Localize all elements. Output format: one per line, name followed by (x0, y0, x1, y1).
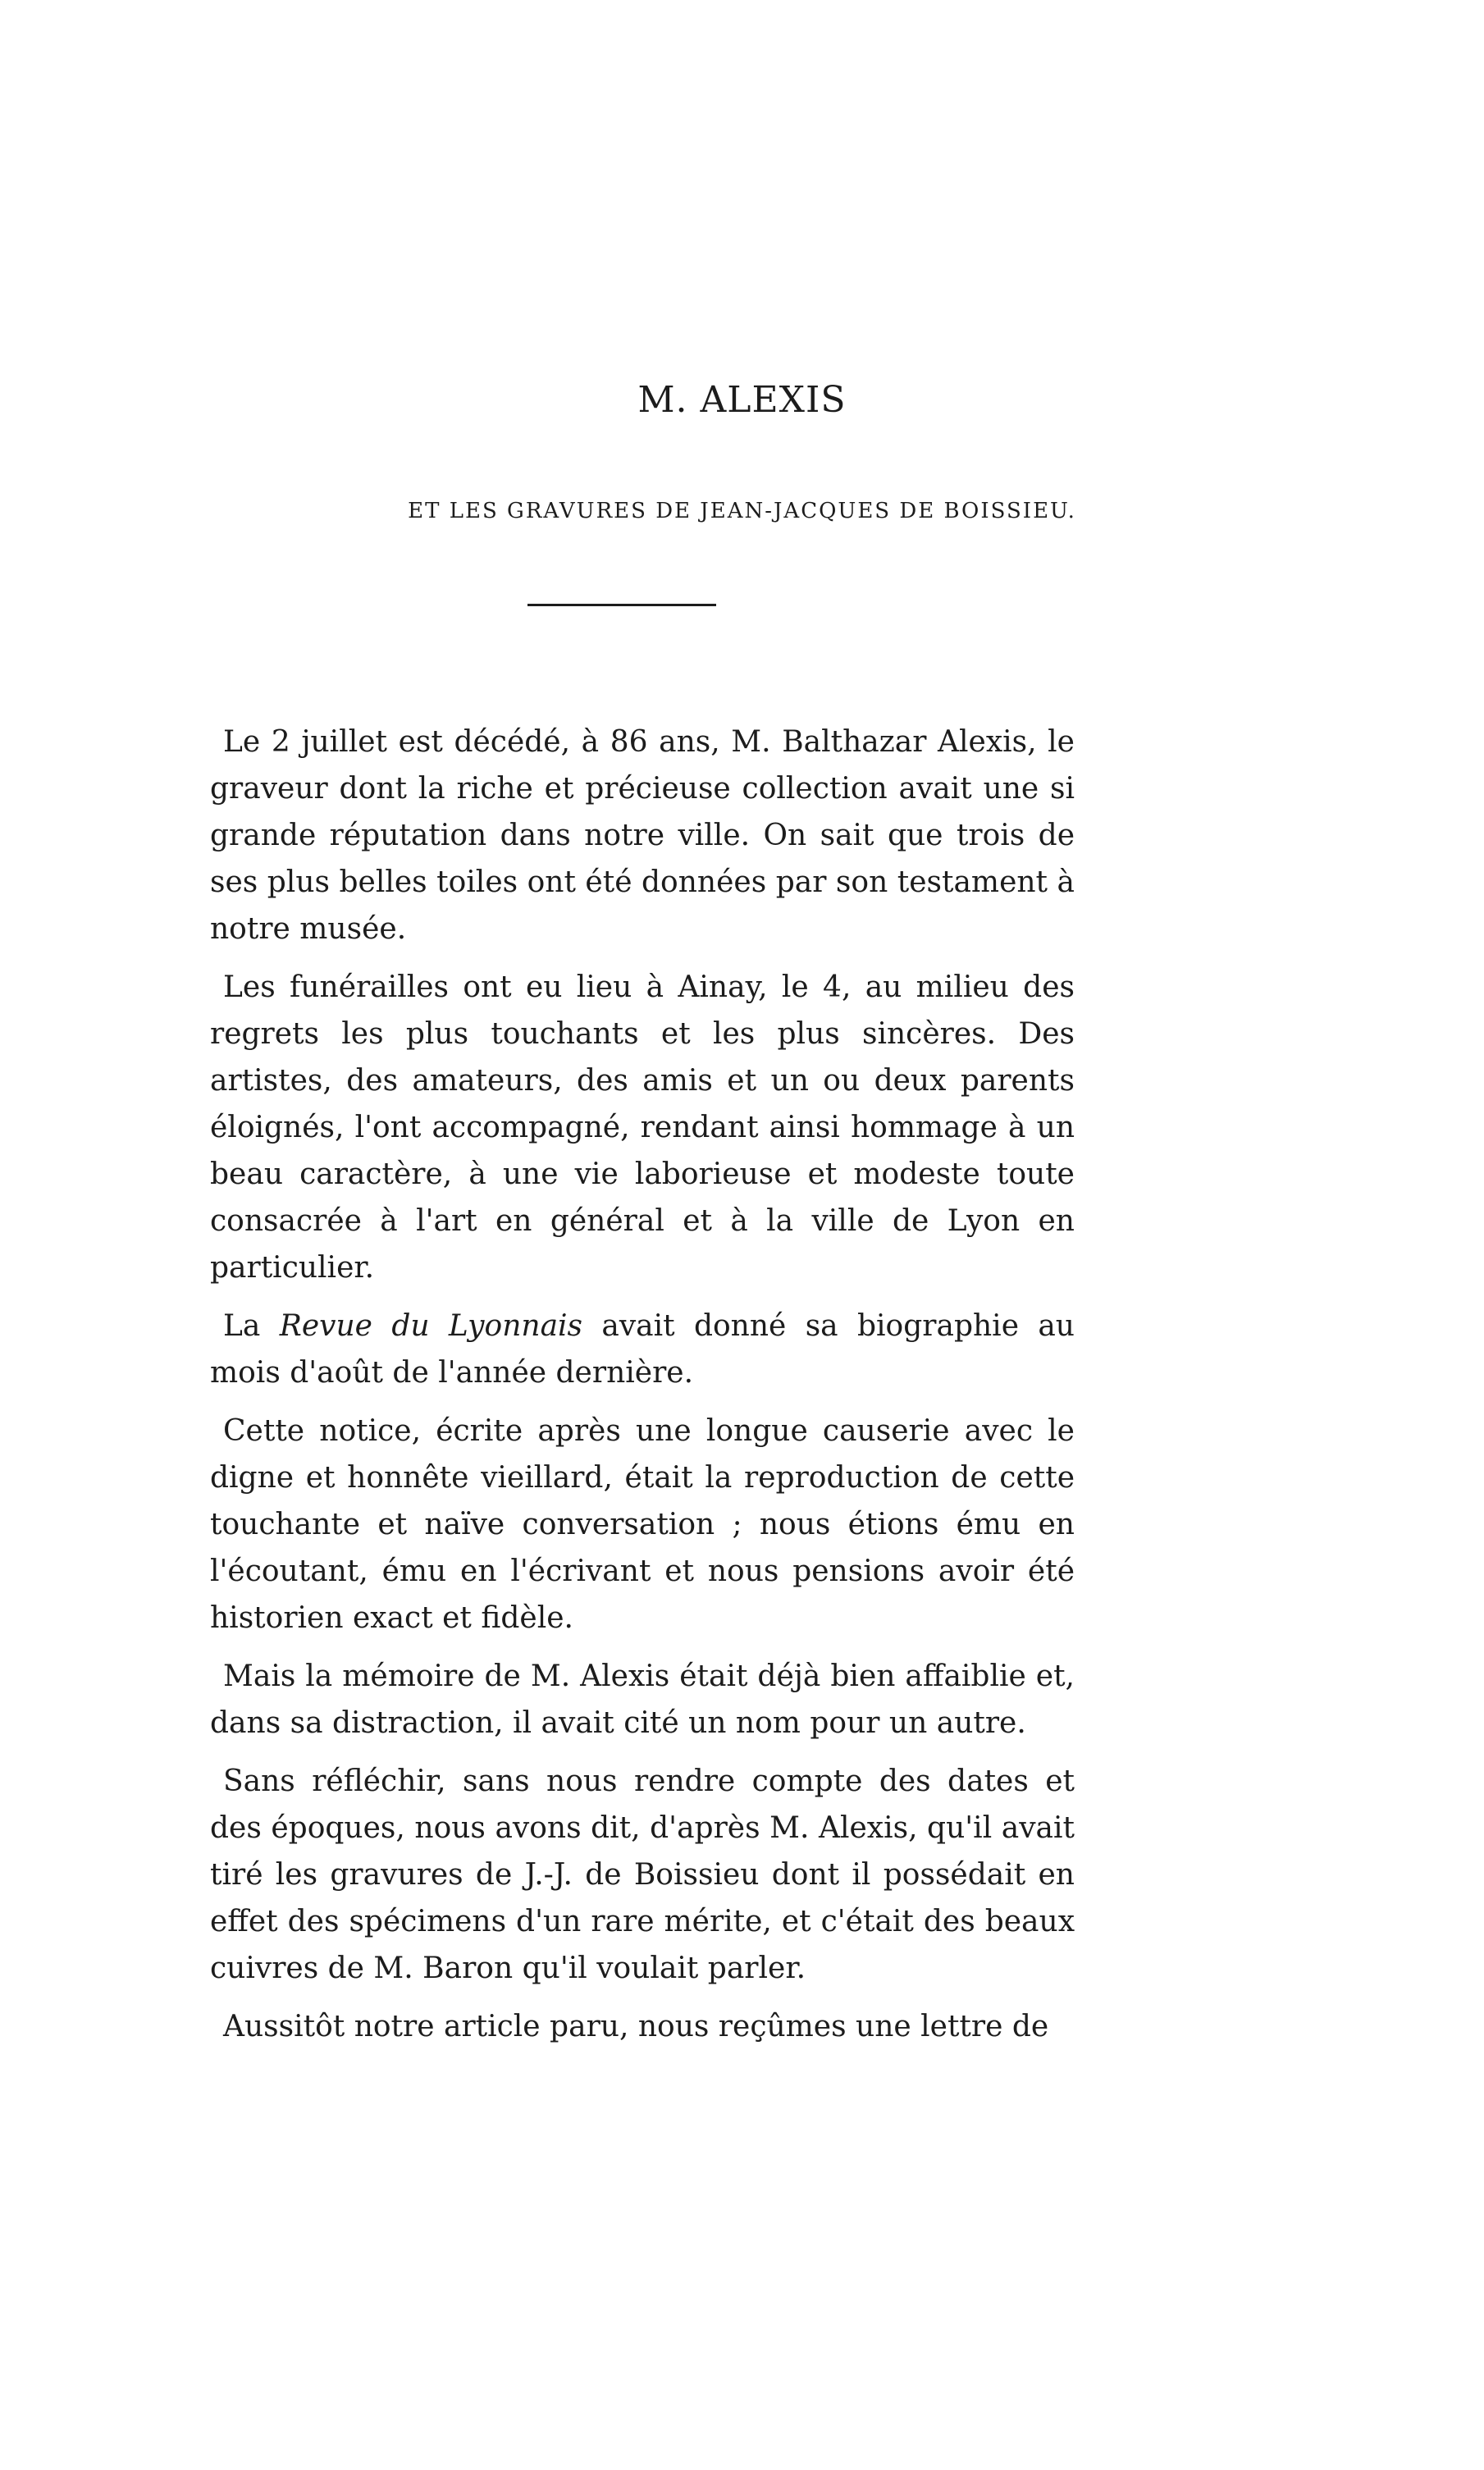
page-title: M. ALEXIS (637, 379, 847, 421)
paragraph-4: Cette notice, écrite après une longue causerie avec le digne et honnête vieillard, était la reproduction de cette touchante et naïve conversation ; nous étions ému en l'écoutant, ému en l'écrivant et nous pensions avoir été historien exact et fidèle. (210, 1414, 1075, 1635)
page-subtitle: ET LES GRAVURES DE JEAN-JACQUES DE BOISSIEU. (408, 499, 1076, 523)
journal-title: Revue du Lyonnais (279, 1309, 583, 1343)
paragraph-3 (210, 1303, 1075, 1396)
paragraph-3-after: avait donné sa biographie au mois d'août de l'année dernière. (210, 1309, 1075, 1390)
title-divider (527, 604, 716, 606)
paragraph-6: Sans réfléchir, sans nous rendre compte des dates et des époques, nous avons dit, d'après M. Alexis, qu'il avait tiré les gravures de J.-J. de Boissieu dont il possédait en effet des spécimens d'un rare mérite, et c'était des beaux cuivres de M. Baron qu'il voulait parler. (210, 1765, 1075, 1985)
paragraph-5: Mais la mémoire de M. Alexis était déjà bien affaiblie et, dans sa distraction, il avait cité un nom pour un autre. (210, 1660, 1075, 1740)
paragraph-7: Aussitôt notre article paru, nous reçûmes une lettre de (223, 2010, 1049, 2043)
paragraph-3-before: La (223, 1309, 280, 1343)
article-body (210, 719, 1075, 2061)
paragraph-2: Les funérailles ont eu lieu à Ainay, le 4, au milieu des regrets les plus touchants et les plus sincères. Des artistes, des amateurs, des amis et un ou deux parents éloignés, l'ont accompagné, rendant ainsi hommage à un beau caractère, à une vie laborieuse et modeste toute consacrée à l'art en général et à la ville de Lyon en particulier. (210, 970, 1075, 1285)
paragraph-1: Le 2 juillet est décédé, à 86 ans, M. Balthazar Alexis, le graveur dont la riche et précieuse collection avait une si grande réputation dans notre ville. On sait que trois de ses plus belles toiles ont été données par son testament à notre musée. (210, 725, 1075, 946)
